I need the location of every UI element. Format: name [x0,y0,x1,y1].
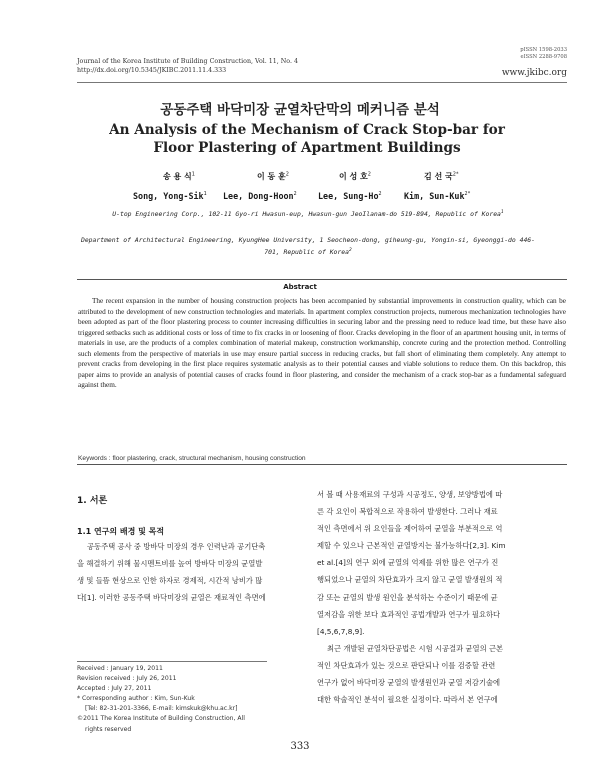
body-line: 연구가 없어 바닥미장 균열의 발생원인과 균열 저감기술에 [317,678,501,688]
body-line: 서 볼 때 사용재료의 구성과 시공정도, 양생, 보양방법에 따 [317,490,503,499]
body-line: 적인 측면에서 위 요인들을 제어하여 균열을 부분적으로 억 [317,524,503,534]
corresponding-author: * Corresponding author : Kim, Sun-Kuk [77,695,195,703]
issn-block [520,47,567,61]
author-en: Lee, Dong-Hoon$^2$ [223,191,297,201]
body-line: 른 각 요인이 복합적으로 작용하여 발생한다. 그러나 재료 [317,507,498,517]
body-line: 제할 수 있으나 근본적인 균열방지는 불가능하다[2,3]. Kim [317,541,506,551]
title-korean: 공동주택 바닥미장 균열차단막의 메커니즘 분석 [160,102,440,118]
section-heading: 1. 서론 [77,496,108,506]
author-en: Kim, Sun-Kuk$^{2*}$ [404,191,471,201]
body-line: 감 또는 균열의 발생 원인을 분석하는 수준이기 때문에 균 [317,592,498,602]
author-ko: 이 동 훈$^2$ [257,171,289,181]
website-link[interactable]: www.jkibc.org [501,68,567,78]
body-line: 다[1]. 이러한 공동주택 바닥미장의 균열은 재료적인 측면에 [77,593,266,603]
author-en: Lee, Sung-Ho$^2$ [318,191,382,201]
subsection-heading: 1.1 연구의 배경 및 목적 [77,527,165,536]
author-ko: 송 용 식$^1$ [163,171,195,181]
footnote-divider [77,661,267,662]
body-line: 을 해결하기 위해 물시멘트비를 높여 방바닥 미장의 균열발 [77,559,263,569]
body-line: 적인 차단효과가 있는 것으로 판단되나 이를 검증할 관련 [317,660,496,670]
body-column-right [317,486,567,708]
body-line: [4,5,6,7,8,9]. [317,626,365,636]
keywords: Keywords : floor plastering, crack, structural mechanism, housing construction [78,455,306,462]
body-line: 열저감을 위한 보다 효과적인 공법개발과 연구가 필요하다 [317,609,501,619]
journal-line: Journal of the Korea Institute of Building Construction, Vol. 11, No. 4 [77,58,298,65]
body-line: 공동주택 공사 중 방바닥 미장의 경우 인력난과 공기단축 [87,542,266,551]
header-divider [77,82,567,83]
body-column-left [77,538,313,606]
copyright-line-2: rights reserved [85,725,132,733]
author-ko: 이 성 호$^2$ [339,171,371,181]
body-line: 생 및 들뜸 현상으로 인한 하자로 경제적, 시간적 낭비가 많 [77,576,263,586]
copyright-line: ©2011 The Korea Institute of Building Construction, All [77,715,245,723]
abstract-body: The recent expansion in the number of housing construction projects has been accompanied by substantial improvements in construction quality, which can be attributed to the development of new construction technologies and materials. In apartment complex construction projects, numerous mechanization technologies have been adopted as part of the floor plastering process to counter increasing difficulties in securing labor and the pressing need to reduce lead time, but these have also triggered setbacks such as additional costs or loss of time to fix cracks in or loosening of floor. Cracks developing in the floor of an apartment housing unit, in terms of materials in use, are the products of a complex combination of material makeup, construction workmanship, concrete curing and the protection method. Controlling such elements from the perspective of materials in use may ensure partial success in reducing cracks, but fall short of eliminating them completely. Any attempt to prevent cracks from developing in the first place requires systematic analysis as to their potential causes and viable solutions to reduce them. On this backdrop, this paper aims to provide an analysis of potential causes of cracks found in floor plastering, and consider the mechanism of a crack stop-bar as a fundamental safeguard against them. [78,297,566,390]
body-line: 대한 학술적인 분석이 필요한 실정이다. 따라서 본 연구에 [317,695,498,705]
body-line: 행되었으나 균열의 차단효과가 크지 않고 균열 발생원의 적 [317,575,503,585]
title-english: An Analysis of the Mechanism of Crack Stop-bar for Floor Plastering of Apartment Buildings [109,122,505,156]
pissn: pISSN 1598-2033 [520,47,567,53]
received-date: Received : January 19, 2011 [77,665,163,672]
footnote-block [77,664,309,735]
journal-info [77,58,298,75]
page-number: 333 [290,741,310,752]
eissn: eISSN 2288-9708 [520,54,567,60]
affiliation-2: Department of Architectural Engineering, KyungHee University, 1 Seocheon-dong, giheung-gu, Yongin-si, Gyeonggi-do 446-701, Republic of Korea$^2$ [80,236,535,256]
author-ko: 김 선 국$^{2*}$ [424,171,459,181]
body-line: 최근 개발된 균열차단공법은 시험 시공결과 균열의 근본 [327,643,504,653]
abstract-heading: Abstract [283,283,317,291]
body-line: et al.[4]의 연구 외에 균열의 억제를 위한 많은 연구가 진 [317,558,499,568]
contact-info: [Tel: 82-31-201-3366, E-mail: kimskuk@khu.ac.kr] [85,705,238,713]
accepted-date: Accepted : July 27, 2011 [77,685,152,693]
doi-link[interactable]: http://dx.doi.org/10.5345/JKIBC.2011.11.4.333 [77,66,227,74]
author-en: Song, Yong-Sik$^1$ [133,191,207,201]
revision-date: Revision received : July 26, 2011 [77,675,177,683]
affiliation-1: U-top Engineering Corp., 102-11 Gyo-ri Hwasun-eup, Hwasun-gun JeoIlanam-do 519-894, Republic of Korea$^1$ [112,210,504,219]
